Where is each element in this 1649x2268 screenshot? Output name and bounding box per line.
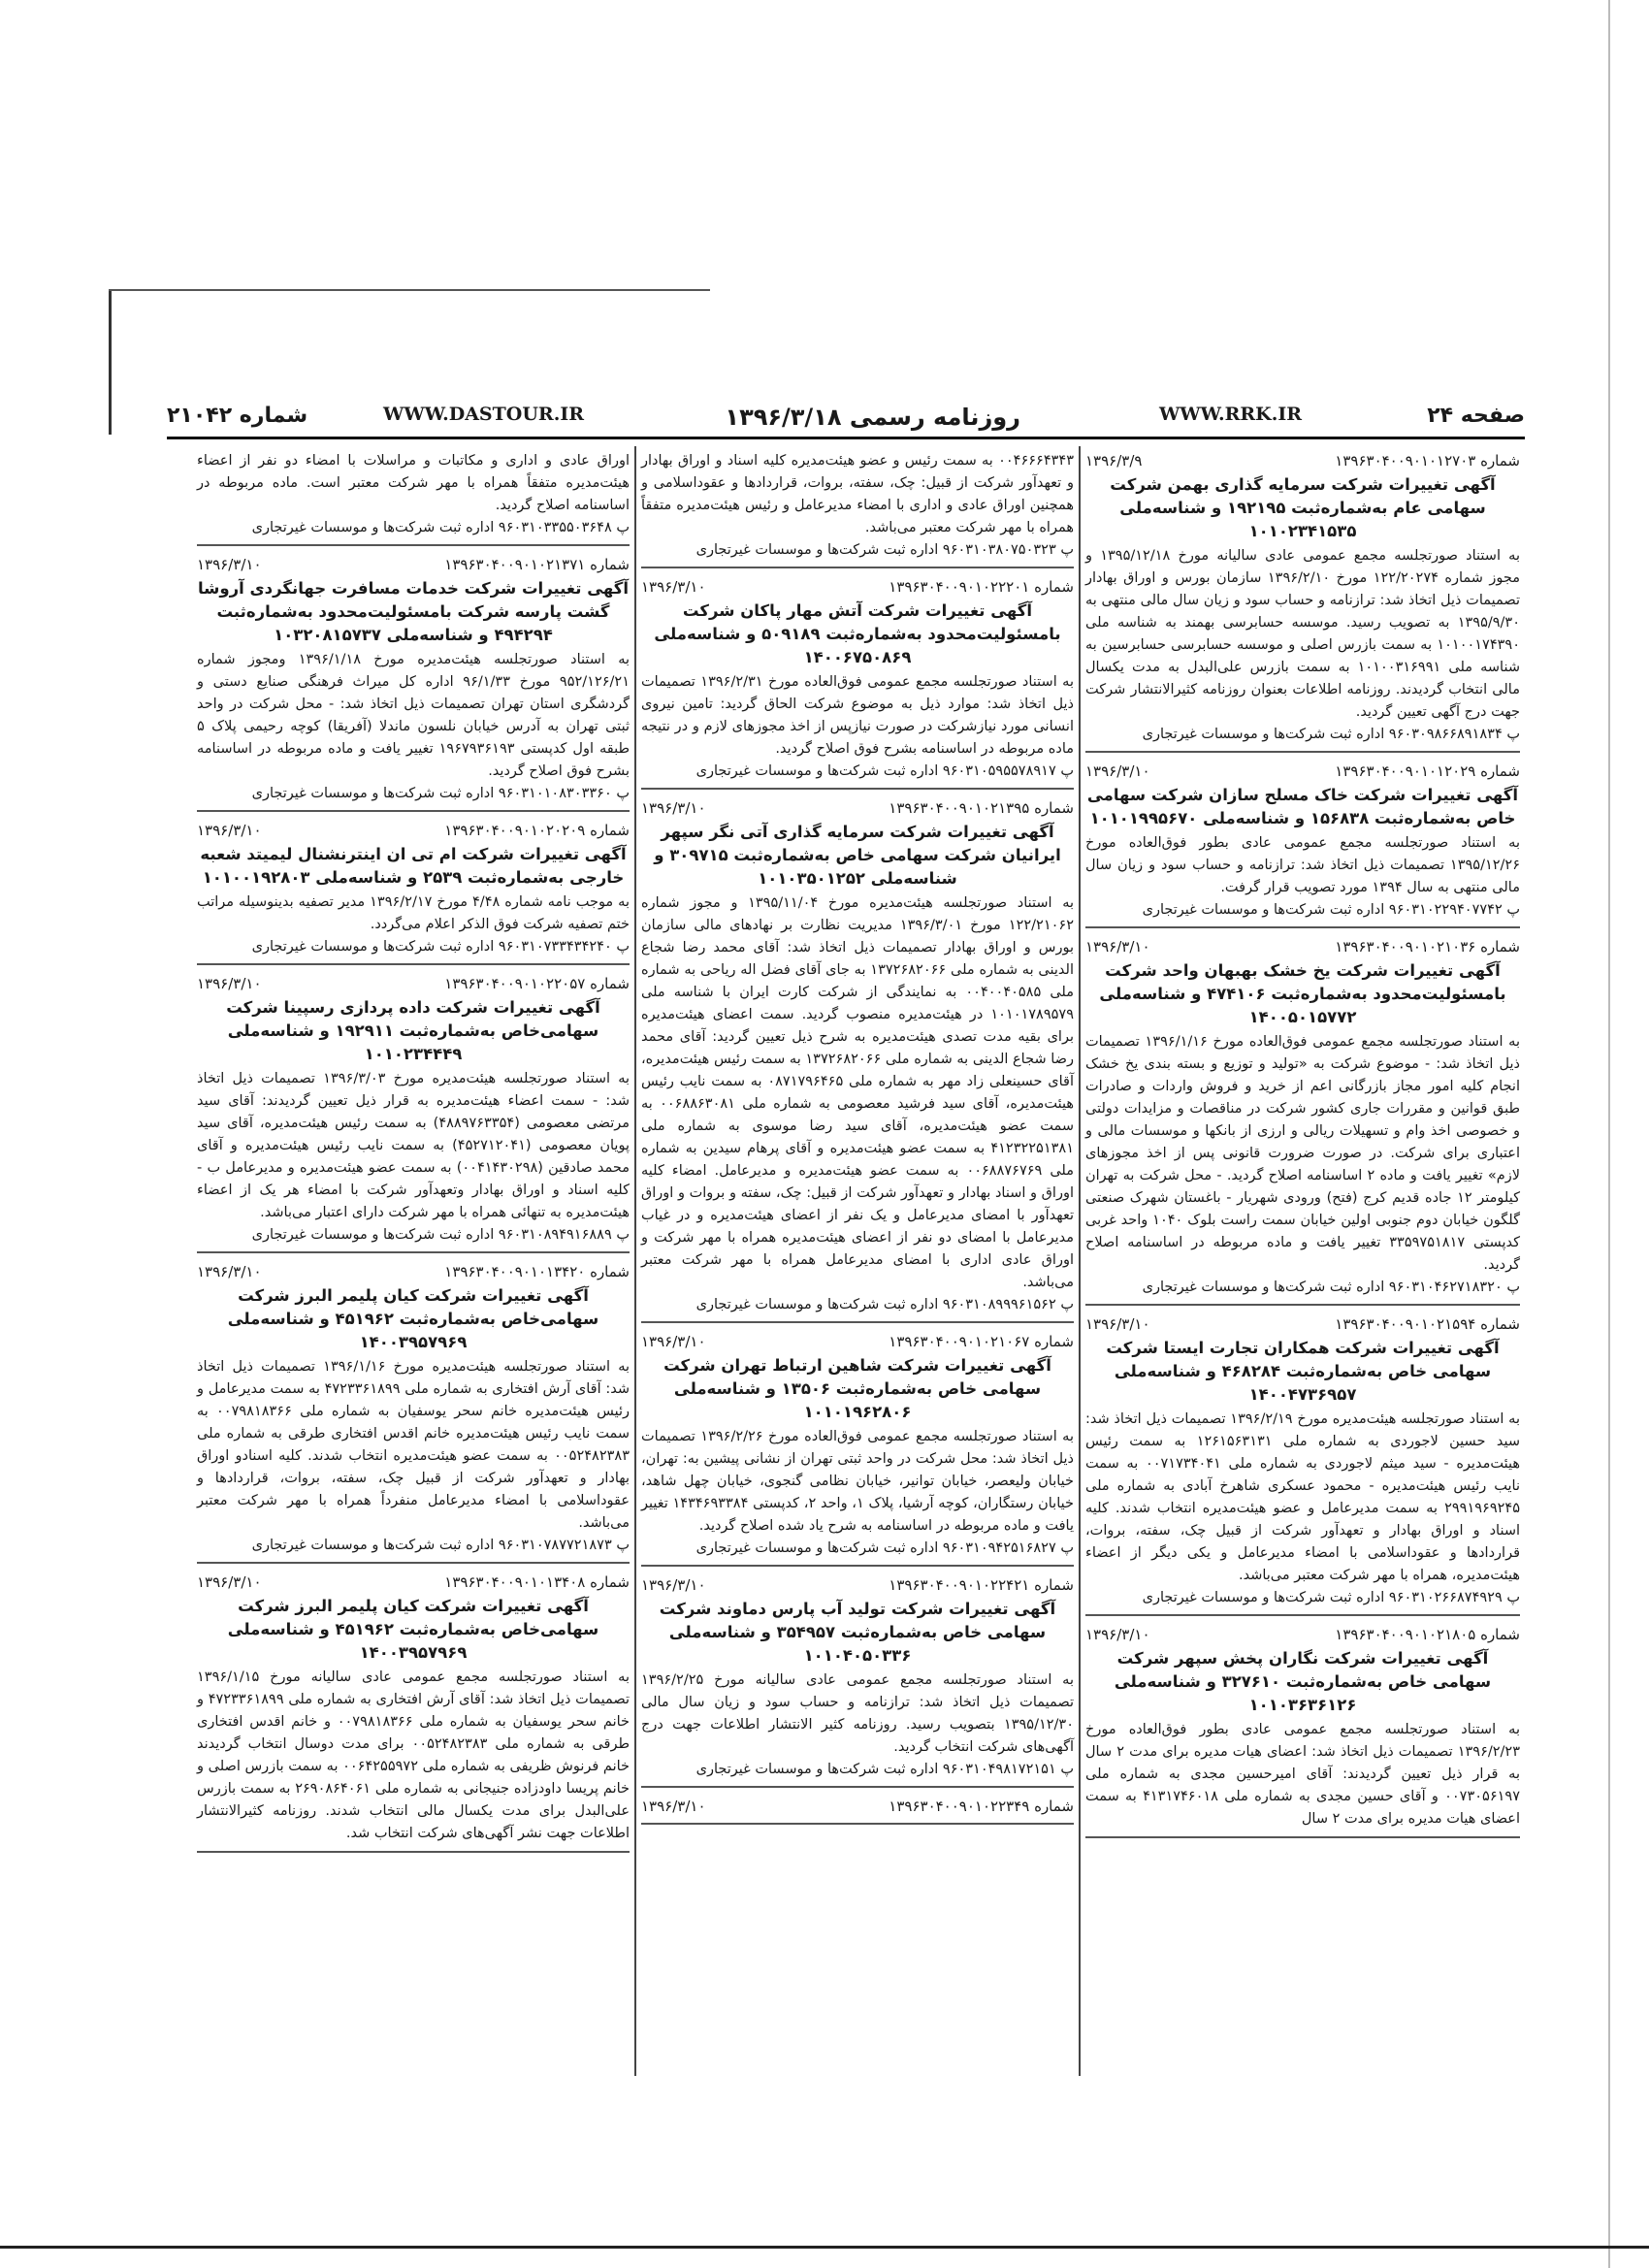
notice-footer: پ ۹۶۰۳۱۰۴۶۲۷۱۸۳۲۰ اداره ثبت شرکت‌ها و موسسات غیرتجاری bbox=[1142, 1280, 1520, 1295]
notice-date: ۱۳۹۶/۳/۱۰ bbox=[197, 556, 262, 573]
notice-date: ۱۳۹۶/۳/۱۰ bbox=[641, 1576, 706, 1594]
notice-number: شماره ۱۳۹۶۳۰۴۰۰۹۰۱۰۲۱۰۳۶ bbox=[1335, 938, 1520, 956]
notice-number: شماره ۱۳۹۶۳۰۴۰۰۹۰۱۰۱۳۴۰۸ bbox=[444, 1573, 630, 1591]
notice-number: شماره ۱۳۹۶۳۰۴۰۰۹۰۱۰۲۲۳۴۹ bbox=[889, 1798, 1074, 1815]
notice-body: به استناد صورتجلسه مجمع عمومی فوق‌العاده مورخ ۱۳۹۶/۲/۲۶ تصمیمات ذیل اتخاذ شد: محل شرکت در واحد ثبتی تهران از نشانی پیشین به: تهران، خیابان ولیعصر، خیابان توانیر، خیابان نظامی گنجوی، خیابان چهل شاهد، خیابان رستگاران، کوچه آرشیا، پلاک ۱، واحد ۲، کدپستی ۱۴۳۴۶۹۳۳۸۴ تغییر یافت و ماده مربوطه در اساسنامه به شرح یاد شده اصلاح گردید. bbox=[641, 1429, 1074, 1534]
page-header bbox=[167, 398, 1525, 439]
scan-edge bbox=[1608, 0, 1610, 2268]
notice-body: به استناد صورتجلسه مجمع عمومی عادی سالیانه مورخ ۱۳۹۵/۱۲/۱۸ و مجوز شماره ۱۲۲/۲۰۲۷۴ مورخ ۱۳۹۶/۲/۱۰ سازمان بورس و اوراق بهادار تصمیمات ذیل اتخاذ شد: ترازنامه و حساب سود و زیان سال مالی منتهی به ۱۳۹۵/۹/۳۰ به تصویب رسید. موسسه حسابرسی بهمند به شناسه ملی ۱۰۱۰۰۱۷۴۳۹۰ به سمت بازرس اصلی و موسسه حسابرسی حسابرسین به شناسه ملی ۱۰۱۰۰۳۱۶۹۹۱ به سمت بازرس علی‌البدل به مدت یکسال مالی انتخاب گردیدند. روزنامه اطلاعات بعنوان روزنامه کثیرالانتشار شرکت جهت درج آگهی تعیین گردید. bbox=[1085, 548, 1521, 720]
notice-body: به استناد صورتجلسه مجمع عمومی عادی سالیانه مورخ ۱۳۹۶/۲/۲۵ تصمیمات ذیل اتخاذ شد: ترازنامه و حساب سود و زیان سال مالی ۱۳۹۵/۱۲/۳۰ بتصویب رسید. روزنامه کثیر الانتشار اطلاعات جهت درج آگهی‌های شرکت انتخاب گردید. bbox=[641, 1672, 1074, 1755]
notice-body: به استناد صورتجلسه مجمع عمومی فوق‌العاده مورخ ۱۳۹۶/۲/۳۱ تصمیمات ذیل اتخاذ شد: موارد ذیل به موضوع شرکت الحاق گردید: تامین نیروی انسانی مورد نیازشرکت در صورت نیازپس از اخذ مجوزهای لازم و در نتیجه ماده مربوطه در اساسنامه بشرح فوق اصلاح گردید. bbox=[641, 674, 1074, 757]
newspaper-page bbox=[167, 398, 1525, 2076]
notice-meta bbox=[641, 1331, 1074, 1352]
notice-body: به استناد صورتجلسه هیئت‌مدیره مورخ ۱۳۹۶/۲/۱۹ تصمیمات ذیل اتخاذ شد: سید حسین لاجوردی به شماره ملی ۱۲۶۱۵۶۳۱۳۱ به سمت رئیس هیئت‌مدیره - سید میثم لاجوردی به شماره ملی ۰۰۷۱۷۳۴۰۴۱ به سمت نایب رئیس هیئت‌مدیره - محمود عسکری شاهرخ آبادی به شماره ملی ۲۹۹۱۹۶۹۲۴۵ به سمت مدیرعامل و عضو هیئت‌مدیره انتخاب شدند. کلیه اسناد و اوراق بهادار و تعهدآور شرکت از قبیل چک، سفته، بروات، قراردادها و عقوداسلامی با امضاء مدیرعامل و یکی دیگر از اعضاء هیئت‌مدیره، همراه با مهر شرکت معتبر می‌باشد. bbox=[1085, 1411, 1520, 1583]
notice-date: ۱۳۹۶/۳/۱۰ bbox=[197, 822, 262, 839]
notice bbox=[1085, 446, 1520, 753]
column bbox=[192, 446, 636, 2076]
notice-date: ۱۳۹۶/۳/۱۰ bbox=[1085, 938, 1150, 956]
notice bbox=[197, 816, 630, 965]
notice bbox=[1085, 1310, 1520, 1616]
notice-footer: پ ۹۶۰۳۰۹۸۶۶۸۹۱۸۳۴ اداره ثبت شرکت‌ها و موسسات غیرتجاری bbox=[1142, 727, 1520, 742]
notice-title: آگهی تغییرات شرکت همکاران تجارت ایستا شرکت سهامی خاص به‌شماره‌ثبت ۴۶۸۲۸۴ و شناسه‌ملی ۱۴۰۰۴۷۳۶۹۵۷ bbox=[1106, 1339, 1500, 1404]
column bbox=[1081, 446, 1525, 2076]
notice-body: به استناد صورتجلسه مجمع عمومی عادی بطور فوق‌العاده مورخ ۱۳۹۵/۱۲/۲۶ تصمیمات ذیل اتخاذ شد: ترازنامه و حساب سود و زیان سال مالی منتهی به سال ۱۳۹۴ مورد تصویب قرار گرفت. bbox=[1085, 835, 1520, 895]
notice-meta bbox=[1085, 1624, 1520, 1645]
notice-number: شماره ۱۳۹۶۳۰۴۰۰۹۰۱۰۲۲۴۲۱ bbox=[889, 1576, 1074, 1594]
notice-title: آگهی تغییرات شرکت کیان پلیمر البرز شرکت سهامی‌خاص به‌شماره‌ثبت ۴۵۱۹۶۲ و شناسه‌ملی ۱۴۰۰۳۹۵۷۹۶۹ bbox=[227, 1286, 599, 1351]
notice bbox=[641, 794, 1074, 1323]
notice-title: آگهی تغییرات شرکت آتش مهار پاکان شرکت بامسئولیت‌محدود به‌شماره‌ثبت ۵۰۹۱۸۹ و شناسه‌ملی ۱۴۰۰۶۷۵۰۸۶۹ bbox=[654, 601, 1061, 666]
notice-date: ۱۳۹۶/۳/۱۰ bbox=[641, 578, 706, 596]
notice-number: شماره ۱۳۹۶۳۰۴۰۰۹۰۱۰۲۱۸۰۵ bbox=[1335, 1626, 1520, 1643]
notice-footer: پ ۹۶۰۳۱۰۵۹۵۵۷۸۹۱۷ اداره ثبت شرکت‌ها و موسسات غیرتجاری bbox=[695, 763, 1074, 779]
notice-number: شماره ۱۳۹۶۳۰۴۰۰۹۰۱۰۱۲۰۲۹ bbox=[1335, 762, 1520, 780]
notice-meta bbox=[1085, 1313, 1520, 1335]
notice-footer: پ ۹۶۰۳۱۰۸۹۴۹۱۶۸۸۹ اداره ثبت شرکت‌ها و موسسات غیرتجاری bbox=[251, 1227, 630, 1243]
notice bbox=[641, 1571, 1074, 1788]
notice-number: شماره ۱۳۹۶۳۰۴۰۰۹۰۱۰۱۲۷۰۳ bbox=[1335, 452, 1520, 470]
issue-number: شماره ۲۱۰۴۲ bbox=[167, 404, 308, 428]
notice-meta bbox=[1085, 761, 1520, 782]
notice bbox=[641, 1792, 1074, 1825]
notice-title: آگهی تغییرات شرکت کیان پلیمر البرز شرکت سهامی‌خاص به‌شماره‌ثبت ۴۵۱۹۶۲ و شناسه‌ملی ۱۴۰۰۳۹۵۷۹۶۹ bbox=[227, 1597, 599, 1662]
notice-body: به استناد صورتجلسه هیئت‌مدیره مورخ ۱۳۹۶/۳/۰۳ تصمیمات ذیل اتخاذ شد: - سمت اعضاء هیئت‌مدیره به قرار ذیل تعیین گردیدند: آقای سید مرتضی معصومی (۴۸۸۹۷۶۳۳۵۴) به سمت رئیس هیئت‌مدیره، آقای سید پویان معصومی (۴۵۲۷۱۲۰۴۱) به سمت نایب رئیس هیئت‌مدیره و آقای محمد صادقین (۰۰۴۱۴۳۰۲۹۸) به سمت عضو هیئت‌مدیره و مدیرعامل ب - کلیه اسناد و اوراق بهادار وتعهدآور شرکت با امضاء هر یک از اعضاء هیئت‌مدیره به تنهائی همراه با مهر شرکت دارای اعتبار می‌باشد. bbox=[197, 1071, 630, 1220]
scan-edge bbox=[0, 2246, 1649, 2249]
notice-meta bbox=[197, 973, 630, 994]
notice-body: به استناد صورتجلسه مجمع عمومی عادی سالیانه مورخ ۱۳۹۶/۱/۱۵ تصمیمات ذیل اتخاذ شد: آقای آرش افتخاری به شماره ملی ۴۷۲۳۳۶۱۸۹۹ و خانم سحر یوسفیان به شماره ملی ۰۰۷۹۸۱۸۳۶۶ و خانم اقدس افتخاری طرقی به شماره ملی ۰۰۵۲۴۸۲۳۸۳ برای مدت دوسال انتخاب گردیدند خانم فرنوش ظریفی به شماره ملی ۰۰۶۴۲۵۵۹۷۲ به سمت بازرس اصلی و خانم پریسا داودزاده جنیجانی به شماره ملی ۲۶۹۰۸۶۴۰۶۱ به سمت بازرس علی‌البدل برای مدت یکسال مالی انتخاب شدند. روزنامه کثیرالانتشار اطلاعات جهت نشر آگهی‌های شرکت انتخاب شد. bbox=[197, 1669, 630, 1841]
notice-date: ۱۳۹۶/۳/۹ bbox=[1085, 452, 1143, 470]
notice-number: شماره ۱۳۹۶۳۰۴۰۰۹۰۱۰۱۳۴۲۰ bbox=[444, 1263, 630, 1280]
notice-footer: پ ۹۶۰۳۱۰۹۴۲۵۱۶۸۲۷ اداره ثبت شرکت‌ها و موسسات غیرتجاری bbox=[695, 1540, 1074, 1556]
notice-meta bbox=[197, 1261, 630, 1282]
notice-date: ۱۳۹۶/۳/۱۰ bbox=[197, 1573, 262, 1591]
notice-body: به استناد صورتجلسه مجمع عمومی عادی بطور فوق‌العاده مورخ ۱۳۹۶/۲/۲۳ تصمیمات ذیل اتخاذ شد: اعضای هیات مدیره برای مدت ۲ سال به قرار ذیل تعیین گردیدند: آقای امیرحسین مجدی به شماره ملی ۰۰۷۳۰۵۶۱۹۷ و آقای حسین مجدی به شماره ملی ۴۱۳۱۷۴۶۰۱۸ به سمت اعضای هیات مدیره برای مدت ۲ سال bbox=[1085, 1722, 1520, 1827]
site-url: WWW.RRK.IR bbox=[1158, 404, 1302, 425]
notice-title: آگهی تغییرات شرکت تولید آب پارس دماوند شرکت سهامی خاص به‌شماره‌ثبت ۳۵۴۹۵۷ و شناسه‌ملی ۱۰۱۰۴۰۵۰۳۳۶ bbox=[659, 1600, 1056, 1665]
notice-body: به موجب نامه شماره ۴/۴۸ مورخ ۱۳۹۶/۲/۱۷ مدیر تصفیه بدینوسیله مراتب ختم تصفیه شرکت فوق الذکر اعلام می‌گردد. bbox=[197, 894, 630, 932]
notice-date: ۱۳۹۶/۳/۱۰ bbox=[1085, 1315, 1150, 1333]
notice-number: شماره ۱۳۹۶۳۰۴۰۰۹۰۱۰۲۲۲۰۱ bbox=[889, 578, 1074, 596]
notice-date: ۱۳۹۶/۳/۱۰ bbox=[197, 1263, 262, 1280]
notice-title: آگهی تغییرات شرکت داده پردازی رسپینا شرکت سهامی‌خاص به‌شماره‌ثبت ۱۹۲۹۱۱ و شناسه‌ملی ۱۰۱۰۲۳۴۴۴۹ bbox=[226, 998, 600, 1063]
notice-footer: پ ۹۶۰۳۱۰۴۹۸۱۷۲۱۵۱ اداره ثبت شرکت‌ها و موسسات غیرتجاری bbox=[695, 1762, 1074, 1777]
notice bbox=[197, 1257, 630, 1564]
notice-meta bbox=[1085, 450, 1520, 471]
notice bbox=[197, 969, 630, 1253]
notice bbox=[1085, 757, 1520, 928]
notice-meta bbox=[641, 797, 1074, 819]
scan-border bbox=[109, 289, 710, 291]
notice-title: آگهی تغییرات شرکت ام تی ان اینترنشنال لیمیتد شعبه خارجی به‌شماره‌ثبت ۲۵۳۹ و شناسه‌ملی ۱۰۱۰۰۱۹۲۸۰۳ bbox=[200, 845, 627, 887]
notice-body: به استناد صورتجلسه هیئت‌مدیره مورخ ۱۳۹۵/۱۱/۰۴ و مجوز شماره ۱۲۲/۲۱۰۶۲ مورخ ۱۳۹۶/۳/۰۱ مدیریت نظارت بر نهادهای مالی سازمان بورس و اوراق بهادار تصمیمات ذیل اتخاذ شد: آقای محمد رضا شجاع الدینی به شماره ملی ۱۳۷۲۶۸۲۰۶۶ به جای آقای فضل اله ریاحی به شماره ملی ۰۰۴۰۰۴۰۵۸۵ به نمایندگی از شرکت کارت ایران با شناسه ملی ۱۰۱۰۱۷۸۹۵۷۹ در هیئت‌مدیره منصوب گردید. سمت اعضای هیئت‌مدیره برای بقیه مدت تصدی هیئت‌مدیره به شرح ذیل تعیین گردید: آقای محمد رضا شجاع الدینی به شماره ملی ۱۳۷۲۶۸۲۰۶۶ به سمت رئیس هیئت‌مدیره، آقای حسینعلی زاد مهر به شماره ملی ۰۸۷۱۷۹۶۴۶۵ به سمت نایب رئیس هیئت‌مدیره، آقای سید فرشید معصومی به شماره ملی ۰۰۶۸۸۶۳۰۸۱ به سمت عضو هیئت‌مدیره، آقای سید رضا موسوی به شماره ملی ۴۱۲۳۲۲۵۱۳۸۱ به سمت عضو هیئت‌مدیره و آقای پرهام سیدین به شماره ملی ۰۰۶۸۸۷۶۷۶۹ به سمت عضو هیئت‌مدیره و مدیرعامل. امضاء کلیه اوراق و اسناد بهادار و تعهدآور شرکت از قبیل: چک، سفته و بروات و اوراق تعهدآور با امضای مدیرعامل و یک نفر از اعضای هیئت‌مدیره و در غیاب مدیرعامل با امضای دو نفر از اعضای هیئت‌مدیره همراه با مهر شرکت و اوراق عادی اداری با امضای مدیرعامل همراه با مهر شرکت معتبر می‌باشد. bbox=[641, 895, 1075, 1290]
notice-footer: پ ۹۶۰۳۱۰۱۰۸۳۰۳۳۶۰ اداره ثبت شرکت‌ها و موسسات غیرتجاری bbox=[251, 786, 630, 801]
notice bbox=[197, 1568, 630, 1853]
notice-body: به استناد صورتجلسه هیئت‌مدیره مورخ ۱۳۹۶/۱/۱۶ تصمیمات ذیل اتخاذ شد: آقای آرش افتخاری به شماره ملی ۴۷۲۳۳۶۱۸۹۹ به سمت مدیرعامل و رئیس هیئت‌مدیره خانم سحر یوسفیان به شماره ملی ۰۰۷۹۸۱۸۳۶۶ به سمت نایب رئیس هیئت‌مدیره خانم اقدس افتخاری طرقی به شماره ملی ۰۰۵۲۴۸۲۳۸۳ به سمت عضو هیئت‌مدیره انتخاب شدند. کلیه اسنادو اوراق بهادار و تعهدآور شرکت از قبیل چک، سفته، بروات، قراردادها و عقوداسلامی با امضاء مدیرعامل منفرداً همراه با مهر شرکت معتبر می‌باشد. bbox=[197, 1359, 630, 1531]
notice-date: ۱۳۹۶/۳/۱۰ bbox=[1085, 762, 1150, 780]
notice-number: شماره ۱۳۹۶۳۰۴۰۰۹۰۱۰۲۲۰۵۷ bbox=[444, 975, 630, 992]
notice bbox=[1085, 932, 1520, 1306]
notice-title: آگهی تغییرات شرکت یخ خشک بهبهان واحد شرکت بامسئولیت‌محدود به‌شماره‌ثبت ۴۷۴۱۰۶ و شناسه‌ملی ۱۴۰۰۵۰۱۵۷۷۲ bbox=[1099, 961, 1506, 1026]
notice-meta bbox=[641, 1796, 1074, 1817]
notice-number: شماره ۱۳۹۶۳۰۴۰۰۹۰۱۰۲۱۰۶۷ bbox=[889, 1333, 1074, 1350]
notice-meta bbox=[197, 820, 630, 841]
scan-border bbox=[109, 289, 112, 435]
notice-number: شماره ۱۳۹۶۳۰۴۰۰۹۰۱۰۲۱۳۷۱ bbox=[444, 556, 630, 573]
notice-body: ۰۰۴۶۶۶۴۳۴۳ به سمت رئیس و عضو هیئت‌مدیره کلیه اسناد و اوراق بهادار و تعهدآور شرکت از قبیل: چک، سفته، بروات، قراردادها و عقوداسلامی و همچنین اوراق عادی و اداری با امضاء مدیرعامل و رئیس هیئت‌مدیره متفقاً همراه با مهر شرکت معتبر می‌باشد. bbox=[641, 453, 1074, 535]
notice-footer: پ ۹۶۰۳۱۰۳۸۰۷۵۰۳۲۳ اداره ثبت شرکت‌ها و موسسات غیرتجاری bbox=[695, 542, 1074, 558]
notice bbox=[641, 446, 1074, 568]
notice-footer: پ ۹۶۰۳۱۰۲۶۶۸۷۴۹۲۹ اداره ثبت شرکت‌ها و موسسات غیرتجاری bbox=[1142, 1590, 1520, 1605]
column bbox=[636, 446, 1081, 2076]
notice-date: ۱۳۹۶/۳/۱۰ bbox=[641, 799, 706, 817]
notice-body: اوراق عادی و اداری و مکاتبات و مراسلات با امضاء دو نفر از اعضاء هیئت‌مدیره متفقاً همراه با مهر شرکت معتبر است. ماده مربوطه در اساسنامه اصلاح گردید. bbox=[197, 453, 630, 513]
notice-date: ۱۳۹۶/۳/۱۰ bbox=[197, 975, 262, 992]
notice-date: ۱۳۹۶/۳/۱۰ bbox=[641, 1333, 706, 1350]
notice-title: آگهی تغییرات شرکت سرمایه گذاری بهمن شرکت سهامی عام به‌شماره‌ثبت ۱۹۲۱۹۵ و شناسه‌ملی ۱۰۱۰۲۳۴۱۵۳۵ bbox=[1110, 475, 1496, 540]
notice-date: ۱۳۹۶/۳/۱۰ bbox=[1085, 1626, 1150, 1643]
notice-title: آگهی تغییرات شرکت شاهین ارتباط تهران شرکت سهامی خاص به‌شماره‌ثبت ۱۳۵۰۶ و شناسه‌ملی ۱۰۱۰۱۹۶۲۸۰۶ bbox=[663, 1356, 1051, 1421]
notice bbox=[197, 446, 630, 546]
notice-meta bbox=[641, 576, 1074, 598]
notice-number: شماره ۱۳۹۶۳۰۴۰۰۹۰۱۰۲۱۳۹۵ bbox=[889, 799, 1074, 817]
notice-footer: پ ۹۶۰۳۱۰۷۸۷۷۲۱۸۷۳ اداره ثبت شرکت‌ها و موسسات غیرتجاری bbox=[251, 1538, 630, 1553]
notice-footer: پ ۹۶۰۳۱۰۸۹۹۹۶۱۵۶۲ اداره ثبت شرکت‌ها و موسسات غیرتجاری bbox=[695, 1297, 1074, 1312]
columns bbox=[167, 446, 1525, 2076]
notice bbox=[641, 572, 1074, 790]
notice-body: به استناد صورتجلسه هیئت‌مدیره مورخ ۱۳۹۶/۱/۱۸ ومجوز شماره ۹۵۲/۱۲۶/۲۱ مورخ ۹۶/۱/۳۳ اداره کل میراث فرهنگی صنایع دستی و گردشگری استان تهران تصمیمات ذیل اتخاذ شد: - محل شرکت در واحد ثبتی تهران به آدرس خیابان نلسون ماندلا (آفریقا) کوچه رحیمی پلاک ۵ طبقه اول کدپستی ۱۹۶۷۹۳۶۱۹۳ تغییر یافت و ماده مربوطه در اساسنامه بشرح فوق اصلاح گردید. bbox=[197, 652, 630, 779]
site-url: WWW.DASTOUR.IR bbox=[383, 404, 584, 425]
notice-footer: پ ۹۶۰۳۱۰۳۳۵۵۰۳۶۴۸ اداره ثبت شرکت‌ها و موسسات غیرتجاری bbox=[251, 520, 630, 535]
notice bbox=[197, 550, 630, 812]
newspaper-title: روزنامه رسمی ۱۳۹۶/۳/۱۸ bbox=[725, 404, 1020, 431]
notice-footer: پ ۹۶۰۳۱۰۷۳۳۴۳۴۲۴۰ اداره ثبت شرکت‌ها و موسسات غیرتجاری bbox=[251, 939, 630, 955]
notice-title: آگهی تغییرات شرکت سرمایه گذاری آتی نگر سپهر ایرانیان شرکت سهامی خاص به‌شماره‌ثبت ۳۰۹۷۱۵ و شناسه‌ملی ۱۰۱۰۳۵۰۱۲۵۲ bbox=[654, 823, 1061, 888]
notice-meta bbox=[641, 1574, 1074, 1596]
notice-date: ۱۳۹۶/۳/۱۰ bbox=[641, 1798, 706, 1815]
notice-body: به استناد صورتجلسه مجمع عمومی فوق‌العاده مورخ ۱۳۹۶/۱/۱۶ تصمیمات ذیل اتخاذ شد: - موضوع شرکت به «تولید و توزیع و بسته بندی یخ خشک انجام کلیه امور مجاز بازرگانی اعم از خرید و فروش واردات و صادرات طبق قوانین و مقررات جاری کشور شرکت در مناقصات و مزایدات دولتی و خصوصی اخذ وام و تسهیلات ریالی و ارزی از بانکها و موسسات مالی و اعتباری برای شرکت. در صورت ضرورت قانونی پس از اخذ مجوزهای لازم» تغییر یافت و ماده ۲ اساسنامه اصلاح گردید. - محل شرکت به تهران کیلومتر ۱۲ جاده قدیم کرج (فتح) ورودی شهریار - باغستان شهرک صنعتی گلگون خیابان دوم جنوبی اولین خیابان سمت راست بلوک ۱۰۴۰ واحد غربی کدپستی ۳۳۵۹۷۵۱۸۱۷ تغییر یافت و ماده مربوطه در اساسنامه اصلاح گردید. bbox=[1085, 1034, 1520, 1273]
notice-title: آگهی تغییرات شرکت خدمات مسافرت جهانگردی آروشا گشت پارسه شرکت بامسئولیت‌محدود به‌شماره‌ثبت ۴۹۴۲۹۴ و شناسه‌ملی ۱۰۳۲۰۸۱۵۷۳۷ bbox=[197, 579, 630, 644]
notice-footer: پ ۹۶۰۳۱۰۲۲۹۴۰۷۷۴۲ اداره ثبت شرکت‌ها و موسسات غیرتجاری bbox=[1142, 902, 1520, 918]
notice-meta bbox=[197, 554, 630, 575]
notice-number: شماره ۱۳۹۶۳۰۴۰۰۹۰۱۰۲۱۵۹۴ bbox=[1335, 1315, 1520, 1333]
notice-meta bbox=[197, 1571, 630, 1593]
notice-title: آگهی تغییرات شرکت نگاران پخش سپهر شرکت سهامی خاص به‌شماره‌ثبت ۳۲۷۶۱۰ و شناسه‌ملی ۱۰۱۰۳۶۳۶۱۲۶ bbox=[1114, 1649, 1492, 1714]
notice-title: آگهی تغییرات شرکت خاک مسلح سازان شرکت سهامی خاص به‌شماره‌ثبت ۱۵۶۸۳۸ و شناسه‌ملی ۱۰۱۰۱۹۹۵۶۷۰ bbox=[1086, 786, 1519, 827]
notice-number: شماره ۱۳۹۶۳۰۴۰۰۹۰۱۰۲۰۲۰۹ bbox=[444, 822, 630, 839]
notice bbox=[1085, 1620, 1520, 1838]
notice bbox=[641, 1327, 1074, 1567]
page-number: صفحه ۲۴ bbox=[1427, 404, 1525, 428]
notice-meta bbox=[1085, 936, 1520, 957]
